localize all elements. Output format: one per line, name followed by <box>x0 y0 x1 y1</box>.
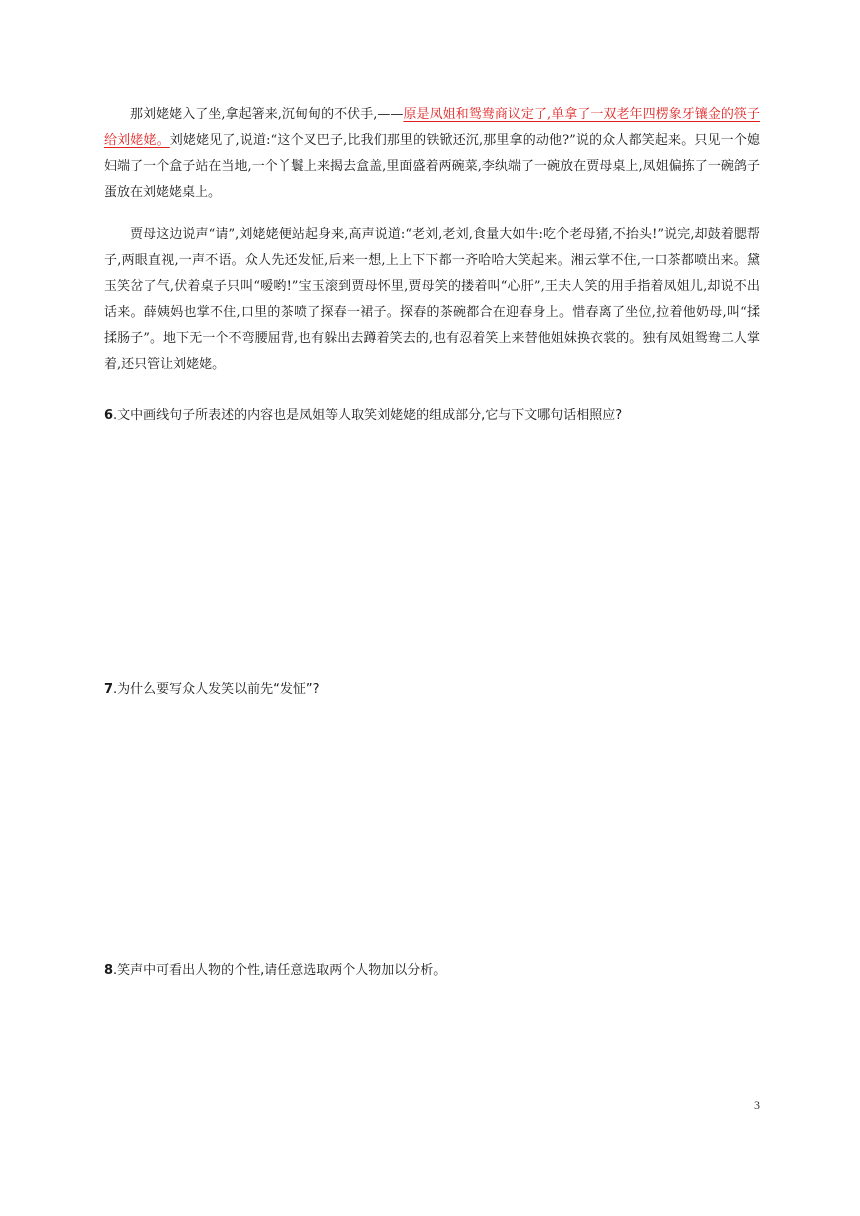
question-8 <box>104 961 760 981</box>
passage-text: 刘姥姥见了,说道:“这个叉巴子,比我们那里的铁锨还沉,那里拿的动他?”说的众人都笑起来。只见一个媳妇端了一个盒子站在当地,一个丫鬟上来揭去盒盖,里面盛着两碗菜,李纨端了一碗放在贾母桌上,凤姐偏拣了一碗鸽子蛋放在刘姥姥桌上。 <box>104 133 760 200</box>
passage-paragraph-2: 贾母这边说声“请”,刘姥姥便站起身来,高声说道:“老刘,老刘,食量大如牛:吃个老母猪,不抬头!”说完,却鼓着腮帮子,两眼直视,一声不语。众人先还发怔,后来一想,上上下下都一齐哈哈大笑起来。湘云掌不住,一口茶都喷出来。黛玉笑岔了气,伏着桌子只叫“嗳哟!”宝玉滚到贾母怀里,贾母笑的搂着叫“心肝”,王夫人笑的用手指着凤姐儿,却说不出话来。薛姨妈也掌不住,口里的茶喷了探春一裙子。探春的茶碗都合在迎春身上。惜春离了坐位,拉着他奶母,叫“揉揉肠子”。地下无一个不弯腰屈背,也有躲出去蹲着笑去的,也有忍着笑上来替他姐妹换衣裳的。独有凤姐鸳鸯二人掌着,还只管让刘姥姥。 <box>104 227 760 372</box>
page-number: 3 <box>754 1098 760 1112</box>
underlined-sentence: 原是凤姐和鸳鸯商议定了,单拿了一双老年四楞象牙镶金的筷子给刘姥姥。 <box>104 107 760 148</box>
question-6 <box>104 406 760 426</box>
question-number: 8 <box>104 963 114 978</box>
question-7 <box>104 680 760 700</box>
passage-paragraph-1 <box>104 102 760 206</box>
question-text: .文中画线句子所表述的内容也是凤姐等人取笑刘姥姥的组成部分,它与下文哪句话相照应? <box>113 408 623 423</box>
question-text: .笑声中可看出人物的个性,请任意选取两个人物加以分析。 <box>113 963 447 978</box>
question-number: 7 <box>104 682 114 697</box>
question-text: .为什么要写众人发笑以前先“发怔”? <box>113 682 320 697</box>
passage-text: 那刘姥姥入了坐,拿起箸来,沉甸甸的不伏手,—— <box>130 107 404 122</box>
answer-area-8[interactable] <box>104 985 760 1095</box>
question-number: 6 <box>104 408 114 423</box>
answer-area-6[interactable] <box>104 430 760 670</box>
answer-area-7[interactable] <box>104 704 760 949</box>
